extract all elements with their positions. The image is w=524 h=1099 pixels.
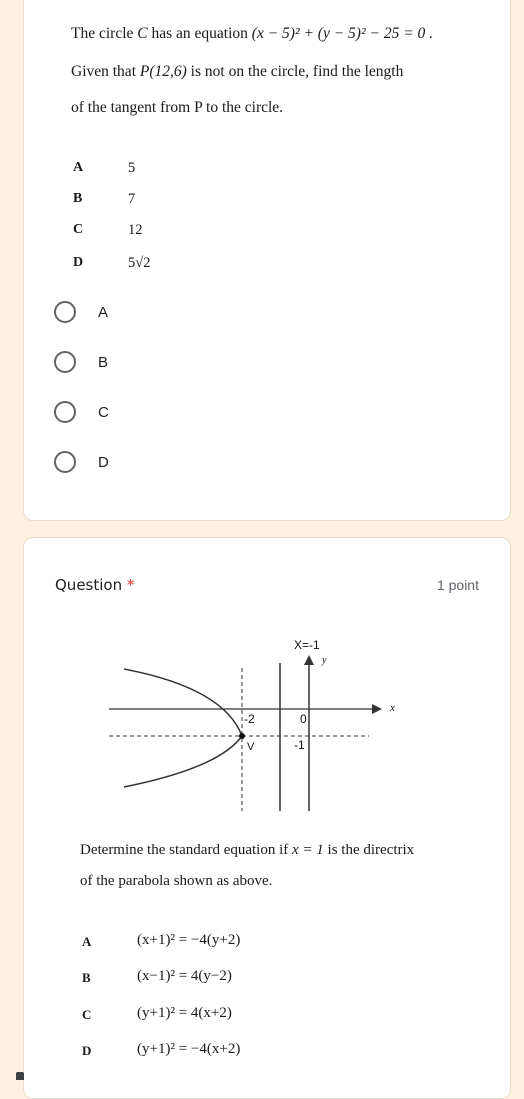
radio-circle-icon[interactable] <box>54 351 76 373</box>
question1-line1: The circle C has an equation (x − 5)² + (y − 5)² − 25 = 0 . <box>71 25 434 42</box>
q2-option-value-d: (y+1)² = −4(x+2) <box>137 1041 241 1057</box>
radio-circle-icon[interactable] <box>54 451 76 473</box>
q2-option-letter-b: B <box>82 970 91 985</box>
radio-circle-icon[interactable] <box>54 401 76 423</box>
neg1-label: -1 <box>294 738 305 752</box>
q2-option-letter-a: A <box>82 934 92 949</box>
option-value-a: 5 <box>128 160 136 176</box>
x-axis-label: x <box>390 702 395 714</box>
option-value-b: 7 <box>128 191 136 207</box>
option-letter-d: D <box>73 255 84 270</box>
parabola-upper-branch <box>124 669 242 736</box>
choice-label-d: D <box>98 453 109 471</box>
directrix-label: X=-1 <box>294 638 320 652</box>
y-axis-label: y <box>322 655 327 666</box>
y-axis-arrow-icon <box>304 655 314 665</box>
choice-label-a: A <box>98 303 109 321</box>
question-card-1 <box>23 0 511 521</box>
circle-equation: (x − 5)² + (y − 5)² − 25 = 0 . <box>251 25 434 42</box>
question1-line2: Given that P(12,6) is not on the circle, find the length <box>71 63 404 80</box>
question2-line1: Determine the standard equation if x = 1 is the directrix <box>80 842 415 858</box>
choice-b[interactable] <box>54 349 108 375</box>
q2-option-value-b: (x−1)² = 4(y−2) <box>137 968 232 984</box>
vertex-point <box>239 733 245 739</box>
q2-option-value-c: (y+1)² = 4(x+2) <box>137 1005 232 1021</box>
q2-option-letter-c: C <box>82 1007 92 1022</box>
option-letter-a: A <box>73 160 84 175</box>
choice-a[interactable] <box>54 299 108 325</box>
radio-circle-icon[interactable] <box>54 301 76 323</box>
choice-d[interactable] <box>54 449 109 475</box>
option-letter-b: B <box>73 191 83 206</box>
parabola-lower-branch <box>124 736 242 787</box>
scroll-handle-icon <box>16 1072 24 1080</box>
x-axis-arrow-icon <box>372 704 382 714</box>
option-value-c: 12 <box>128 222 143 238</box>
vertex-label: V <box>247 741 255 753</box>
choice-label-b: B <box>98 353 109 371</box>
neg2-label: -2 <box>244 712 255 726</box>
question-card-2 <box>23 537 511 1099</box>
option-value-d: 5√2 <box>128 255 151 271</box>
parabola-graph <box>104 633 404 813</box>
option-letter-c: C <box>73 222 84 237</box>
question1-line3: of the tangent from P to the circle. <box>71 99 284 116</box>
required-asterisk: * <box>126 576 135 594</box>
points-label: 1 point <box>436 577 479 593</box>
question2-line2: of the parabola shown as above. <box>80 873 273 889</box>
choice-c[interactable] <box>54 399 109 425</box>
origin-label: 0 <box>300 712 307 726</box>
question-title: Question * <box>55 576 135 594</box>
q2-option-value-a: (x+1)² = −4(y+2) <box>137 932 241 948</box>
choice-label-c: C <box>98 403 109 421</box>
q2-option-letter-d: D <box>82 1043 92 1058</box>
